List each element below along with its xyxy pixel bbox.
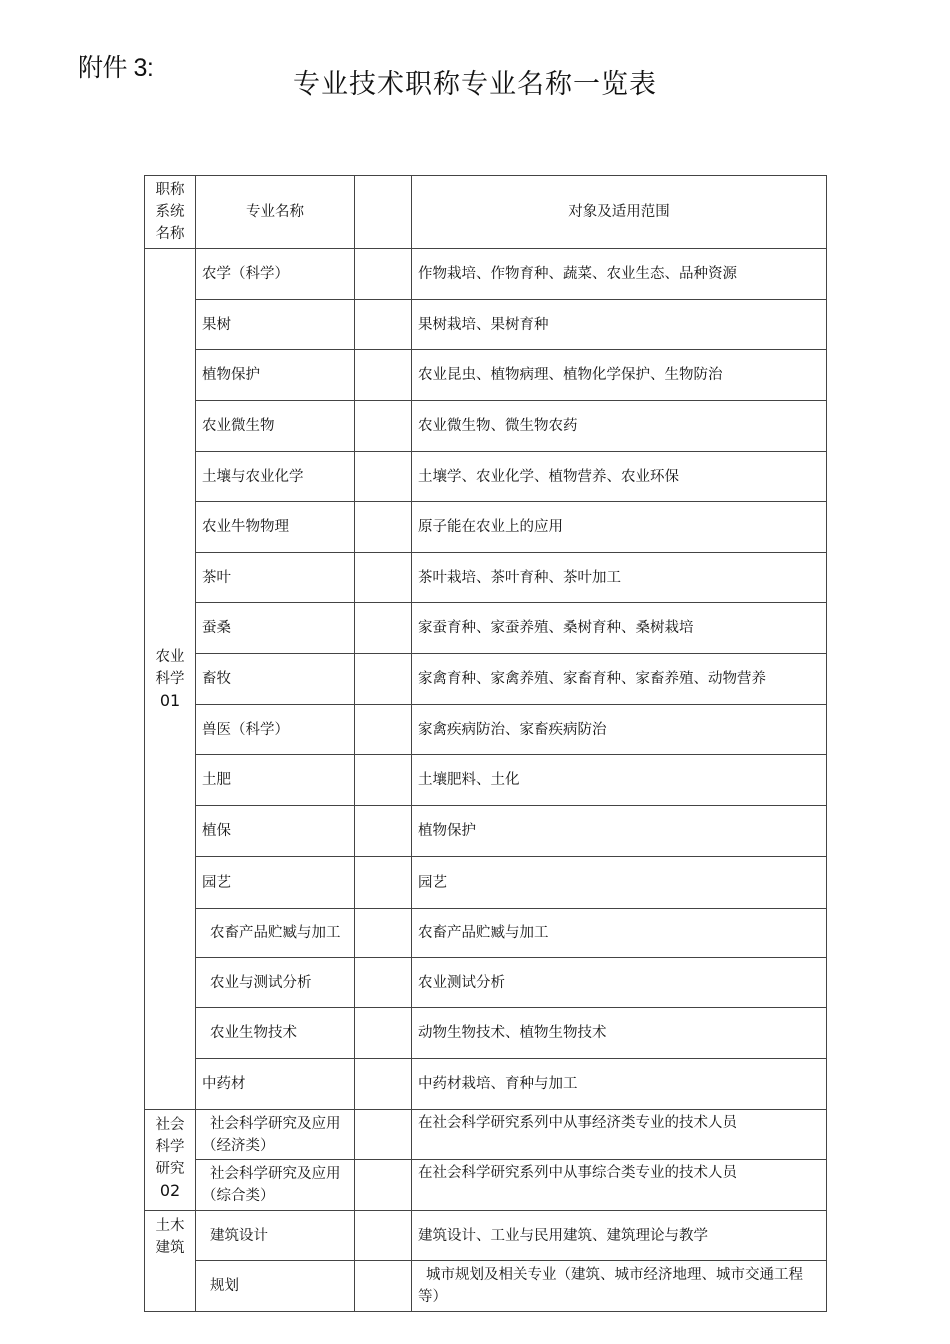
attachment-label: 附件 3: [78,54,154,82]
blank-cell [355,806,412,857]
major-scope: 农业昆虫、植物病理、植物化学保护、生物防治 [412,350,827,401]
major-scope: 家禽疾病防治、家畜疾病防治 [412,705,827,755]
table-row [145,1211,827,1261]
blank-cell [355,350,412,401]
blank-cell [355,603,412,654]
major-name: 社会科学研究及应用（综合类） [196,1160,355,1211]
major-name: 果树 [196,300,355,350]
blank-cell [355,1008,412,1059]
major-scope: 在社会科学研究系列中从事综合类专业的技术人员 [412,1160,827,1211]
table-row [145,654,827,705]
table-row [145,755,827,806]
blank-cell [355,755,412,806]
header-system-name-text: 职称 系统 名称 [155,182,185,242]
blank-cell [355,300,412,350]
table-row [145,909,827,958]
table-row [145,857,827,909]
major-name: 土肥 [196,755,355,806]
system-code-agriculture: 01 [159,690,181,710]
table-row [145,401,827,452]
major-scope: 农业微生物、微生物农药 [412,401,827,452]
blank-cell [355,553,412,603]
blank-cell [355,401,412,452]
table-row [145,553,827,603]
major-name: 农畜产品贮臧与加工 [196,909,355,958]
table-row [145,1008,827,1059]
header-system-name [145,176,196,249]
blank-cell [355,1160,412,1211]
major-scope: 家禽育种、家禽养殖、家畜育种、家畜养殖、动物营养 [412,654,827,705]
table-row [145,958,827,1008]
blank-cell [355,502,412,553]
major-name: 农业生物技术 [196,1008,355,1059]
table-row [145,350,827,401]
blank-cell [355,249,412,300]
major-scope: 中药材栽培、育种与加工 [412,1059,827,1110]
major-name: 土壤与农业化学 [196,452,355,502]
major-name: 农业牛物物理 [196,502,355,553]
table-row [145,1261,827,1312]
blank-cell [355,1059,412,1110]
major-scope: 果树栽培、果树育种 [412,300,827,350]
blank-cell [355,705,412,755]
major-list-table [144,175,827,1312]
blank-cell [355,654,412,705]
major-scope: 土壤学、农业化学、植物营养、农业环保 [412,452,827,502]
major-name: 农学（科学） [196,249,355,300]
major-name: 农业与测试分析 [196,958,355,1008]
header-blank [355,176,412,249]
blank-cell [355,1110,412,1160]
system-name-social-science: 社会 科学 研究 [155,1117,185,1177]
major-name: 社会科学研究及应用（经济类） [196,1110,355,1160]
major-name: 中药材 [196,1059,355,1110]
major-scope: 家蚕育种、家蚕养殖、桑树育种、桑树栽培 [412,603,827,654]
table-row [145,249,827,300]
system-cell-civil-architecture [145,1211,196,1312]
major-name: 蚕桑 [196,603,355,654]
major-scope: 农业测试分析 [412,958,827,1008]
table-row [145,705,827,755]
system-cell-agriculture [145,249,196,1110]
header-major: 专业名称 [196,176,355,249]
blank-cell [355,857,412,909]
system-name-civil-architecture: 土木 建筑 [155,1218,185,1256]
table-row [145,603,827,654]
system-name-agriculture: 农业 科学 [155,648,185,687]
major-scope: 建筑设计、工业与民用建筑、建筑理论与教学 [412,1211,827,1261]
major-scope: 园艺 [412,857,827,909]
major-name: 农业微生物 [196,401,355,452]
major-name: 园艺 [196,857,355,909]
system-code-social-science: 02 [159,1181,181,1200]
blank-cell [355,452,412,502]
major-name: 规划 [196,1261,355,1312]
major-scope: 原子能在农业上的应用 [412,502,827,553]
document-title: 专业技术职称专业名称一览表 [293,69,657,100]
table-row [145,1110,827,1160]
blank-cell [355,909,412,958]
table-row [145,502,827,553]
major-scope: 农畜产品贮臧与加工 [412,909,827,958]
major-name: 畜牧 [196,654,355,705]
system-cell-social-science [145,1110,196,1211]
blank-cell [355,1261,412,1312]
major-name: 茶叶 [196,553,355,603]
table-row [145,1160,827,1211]
major-name: 兽医（科学） [196,705,355,755]
blank-cell [355,1211,412,1261]
table-row [145,806,827,857]
table-row [145,1059,827,1110]
blank-cell [355,958,412,1008]
major-scope: 土壤肥料、土化 [412,755,827,806]
major-scope: 植物保护 [412,806,827,857]
major-name: 植物保护 [196,350,355,401]
table-row [145,452,827,502]
major-scope: 作物栽培、作物育种、蔬菜、农业生态、品种资源 [412,249,827,300]
major-scope: 城市规划及相关专业（建筑、城市经济地理、城市交通工程等） [412,1261,827,1312]
header-scope: 对象及适用范围 [412,176,827,249]
major-name: 建筑设计 [196,1211,355,1261]
major-name: 植保 [196,806,355,857]
table-row [145,300,827,350]
major-scope: 茶叶栽培、茶叶育种、茶叶加工 [412,553,827,603]
table-header-row [145,176,827,249]
major-scope: 在社会科学研究系列中从事经济类专业的技术人员 [412,1110,827,1160]
major-scope: 动物生物技术、植物生物技术 [412,1008,827,1059]
